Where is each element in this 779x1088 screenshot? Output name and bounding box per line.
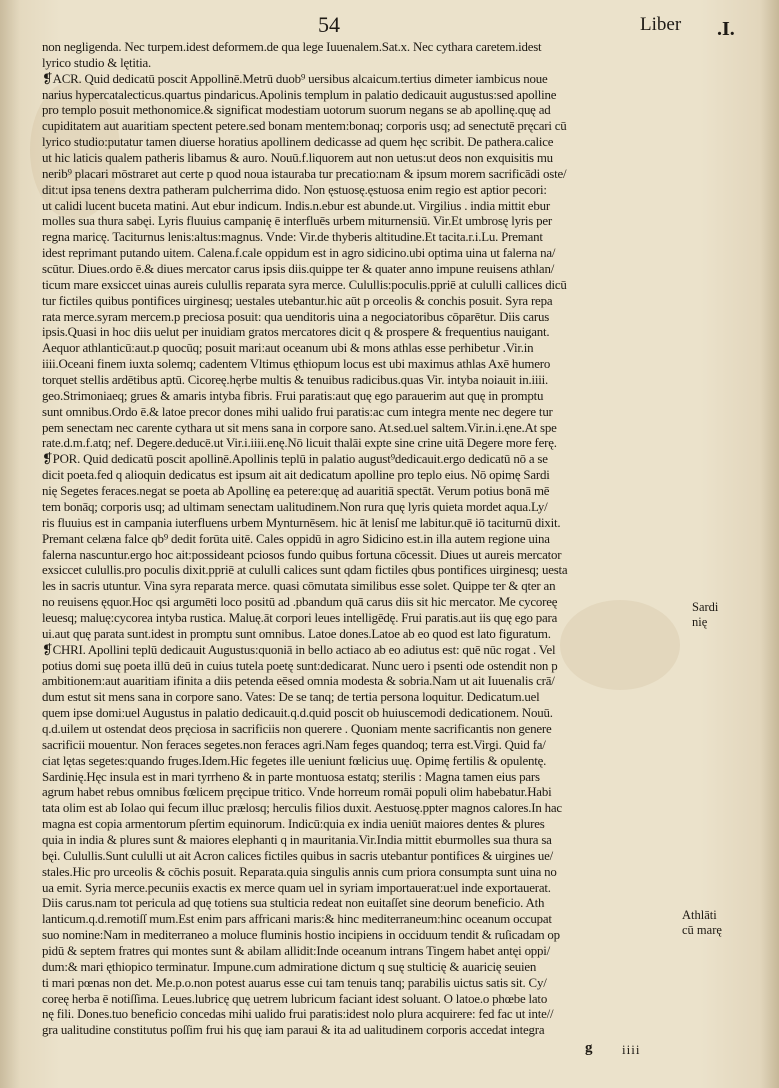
text-line: no reuisens ęquor.Hoc qsi argumēti loco positū ad .pbandum quā carus diis sit hic mercator. Me cycoreę <box>42 595 558 610</box>
margin-note-line: Sardi <box>692 600 719 614</box>
text-line: dit:ut ipsa tenens dextra patheram pulcherrima dido. Non ęstuosę.ęstuosa enim regio est aptior pecori: <box>42 182 547 197</box>
text-line: sunt omnibus.Ordo ē.& latoe precor dones mihi ualido frui paratis:ac cum integra mente nec degere tur <box>42 404 553 419</box>
text-line: nę fili. Dones.tuo beneficio concedas mihi ualido frui paratis:idest nolo plura acquirere: fed fac ut inte// <box>42 1007 554 1022</box>
text-line: ui.aut quę parata sunt.idest in promptu sunt omnibus. Latoe dones.Latoe ab eo quod est lato figuratum. <box>42 626 551 641</box>
text-line: lyrico studio & lętitia. <box>42 55 152 70</box>
text-line: molles sua thura sabęi. Lyris fluuius campanię ē interfluēs urbem miturnensiū. Vir.Et umbrosę lyris per <box>42 214 553 229</box>
text-line: Aequor athlanticū:aut.p quocūq; posuit mari:aut oceanum ubi & mons athlas esse perhibetur .Vir.in <box>42 341 534 356</box>
text-line: ticum mare exsiccet uinas aureis culullis reparata syra merce. Culullis:poculis.ppriē at cululli callices dicū <box>42 277 567 292</box>
text-line: suo nomine:Nam in mediterraneo a moluce fluminis hostio incipiens in occiduum tendit & ruſicadam op <box>42 928 560 943</box>
margin-note-sardiniae <box>692 600 718 630</box>
text-line: potius domi suę poeta illū deū in cuius tutela poetę sunt:dedicarat. Nunc uero i psenti ode ostendit non p <box>42 658 558 673</box>
text-line: rata merce.syram mercem.p preciosa posuit: qua uenditoris uina a negociatoribus cōparētur. Diis carus <box>42 309 550 324</box>
text-line: ciat lętas segetes:quando fruges.Idem.Hic fegetes ille ueniunt fœlicius uuę. Opimę fertilis & opulentę. <box>42 753 547 768</box>
text-line: ❡CHRI. Apollini teplū dedicauit Augustus:quoniā in bello actiaco ab eo adiutus est: quē nūc rogat . Vel <box>42 642 556 657</box>
text-line: dum:& mari ęthiopico terminatur. Impune.cum admiratione dictum q suę stulticię & auaricię seuien <box>42 959 537 974</box>
text-line: leuesq; maluę:cycorea intyba rustica. Maluę.āt corpori leues intelligēdę. Frui paratis.aut iis quę ego para <box>42 610 558 625</box>
margin-note-athlanticum <box>682 908 722 938</box>
text-line: dum estut sit mens sana in corpore sano. Vates: De se tanq; de tertia persona loquitur. Dedicatum.uel <box>42 690 540 705</box>
text-line: quem ipse domi:uel Augustus in palatio dedicauit.q.d.quid poscit ob huiuscemodi dedicationem. Nouū. <box>42 706 553 721</box>
text-line: geo.Strimoniaeq; grues & amaris intyba fibris. Frui paratis:aut quę ego parauerim aut quę in promptu <box>42 388 544 403</box>
text-line: tem bonāq; corporis usq; ad ultimam senectam ualitudinem.Non rura quę lyris quieta mordet aqua.Ly/ <box>42 499 548 514</box>
text-line: lanticum.q.d.remotiſſ mum.Est enim pars affricani maris:& hinc mediterraneum:hinc oceanum occupat <box>42 912 552 927</box>
text-line: Premant celæna falce qb⁹ dedit forūta uitē. Cales oppidū in agro Sidicino est.in illa autem regione uina <box>42 531 550 546</box>
text-line: ut calidi lucent buceta matini. Aut ebur indicum. Indis.n.ebur est abunde.ut. Virgilius . india mittit ebur <box>42 198 550 213</box>
text-line: dicit poeta.fed q alioquin dedicatus est ipsum ait ait dedicatum apolline pro teplo eius. Nō opimę Sardi <box>42 468 550 483</box>
text-line: exsiccet culullis.pro poculis dixit.ppriē at cululli calices sunt qdam fictiles qbus pontifices uirginesq; uesta <box>42 563 568 578</box>
text-line: tata olim est ab Iolao qui fecum illuc prælosq; herculis filios duxit. Aestuosę.ppter magnos calores.In hac <box>42 801 562 816</box>
text-line: ❡ACR. Quid dedicatū poscit Appollinē.Metrū duob⁹ uersibus alcaicum.tertius dimeter iambicus noue <box>42 71 548 86</box>
text-line: ❡POR. Quid dedicatū poscit apollinē.Apollinis teplū in palatio august⁹dedicauit.ergo dedicatū nō a se <box>42 452 548 467</box>
text-line: ti mari pœnas non det. Me.p.o.non potest auarus esse cui tam tenuis tanq; parabilis uictus satis sit. Cy/ <box>42 975 547 990</box>
signature-mark: g <box>585 1040 593 1056</box>
text-line: nerib⁹ placari mōstraret aut certe p quod noua istauraba tur precatio:nam & ipsum morem sacrificādi oste/ <box>42 166 567 181</box>
text-line: pro templo posuit methonomice.& significat modestiam uotorum suorum negans se ab apollinę.quę ad <box>42 103 551 118</box>
page-number: 54 <box>318 12 340 37</box>
text-line: rate.d.m.f.atq; nef. Degere.deducē.ut Vir.i.iiii.enę.Nō licuit thalāi expte sine crine uitā Degere more ferę. <box>42 436 557 451</box>
text-line: stales.Hic pro urceolis & cōchis posuit. Reparata.quia singulis annis cum priora consumpta sunt uina no <box>42 864 557 879</box>
text-line: pem senectam nec carente cythara ut sit mens sana in corpore sano. At.sed.uel saltem.Vir.in.i.ęne.At spe <box>42 420 557 435</box>
text-line: gra ualitudine constitutus poſſim frui his quę iam paraui & ita ad ualitudinem corporis accedat integra <box>42 1023 545 1038</box>
text-line: nię Segetes feraces.negat se poeta ab Apollinę ea petere:quę ad auaritiā spectāt. Verum potius bonā mē <box>42 484 550 499</box>
text-line: pidū & septem fratres qui montes sunt & abilam allidit:Inde oceanum intrans Tingem habet antęi oppi/ <box>42 943 551 958</box>
text-line: ut hic laticis qualem patheris libamus & auro. Nouū.f.liquorem aut non uetus:ut deos non exquisitis mu <box>42 151 553 166</box>
text-line: les in sacris utuntur. Vina syra reparata merce. quasi cōmutata similibus esse solet. Quippe ter & qter an <box>42 579 556 594</box>
text-line: Sardinię.Hęc insula est in mari tyrrheno & in parte montuosa estatq; sterilis : Magna tamen eius pars <box>42 769 540 784</box>
text-line: magna est copia armentorum pſertim equinorum. Indicū:quia ex india ueniūt maiores dentes & plures <box>42 817 545 832</box>
text-line: ambitionem:aut auaritiam ifinita a diis petenda eēsed omnia modesta & sobria.Nam ut ait Iuuenalis crā/ <box>42 674 555 689</box>
text-line: ipsis.Quasi in hoc diis uelut per inuidiam gratos mercatores dicit q & prospere & frequentius nauigant. <box>42 325 550 340</box>
text-line: ris fluuius est in campania iuterfluens urbem Mynturnēsem. hic āt lenisſ me labitur.quē iō taciturnū dixit. <box>42 515 561 530</box>
text-line: idest reprimant putando uitem. Calena.f.cale oppidum est in agro sidicino.ubi optima uina ut falerna na/ <box>42 246 556 261</box>
text-line: scūtur. Diues.ordo ē.& diues mercator carus ipsis diis.quippe ter & quater anno impune reuisens athlan/ <box>42 262 555 277</box>
text-line: q.d.uilem ut ostendat deos pręciosa in sacrificiis non querere . Quoniam mente sacrificantis non genere <box>42 721 552 736</box>
text-line: coreę herba ē notiſſima. Leues.lubricę quę uetrem lubricum faciant idest soluant. O latoe.o phœbe lato <box>42 991 548 1006</box>
text-line: torquet stellis ardētibus aptū. Cicoreę.hęrbe multis & tenuibus radicibus.quas Vir. intyba noiauit in.iiii. <box>42 373 549 388</box>
signature-leaf: iiii <box>622 1042 641 1057</box>
margin-note-line: Athlāti <box>682 908 717 922</box>
text-line: falerna nascuntur.ergo hoc ait:possideant pciosos fundo quibus fortuna cōcessit. Diues ut aureis mercator <box>42 547 562 562</box>
text-line: regna maricę. Taciturnus lenis:altus:magnus. Vnde: Vir.de thyberis altitudine.Et tacita.r.i.Lu. Premant <box>42 230 543 245</box>
text-line: tur fictiles quibus pontifices uirginesq; uestales utebantur.hic aūt p orceolis & conchis posuit. Syra repa <box>42 293 553 308</box>
text-line: Diis carus.nam tot pericula ad quę totiens sua stulticia redeat non euitaſſet sine deorum beneficio. Ath <box>42 896 545 911</box>
text-line: iiii.Oceani finem iuxta solemq; cadentem Vltimus ęthiopum locus est ubi maximus athlas Axē humero <box>42 357 551 372</box>
text-line: non negligenda. Nec turpem.idest deformem.de qua lege Iuuenalem.Sat.x. Nec cythara caretem.idest <box>42 40 542 54</box>
margin-note-line: cū marę <box>682 923 722 937</box>
text-line: ua emit. Syria merce.pecuniis exactis ex merce quam uel in syriam importauerat:uel inde exportauerat. <box>42 880 551 895</box>
margin-note-line: nię <box>692 615 708 629</box>
text-line: quia in india & plures sunt & maiores elephanti q in mauritania.Vir.India mittit eburmolles sua thura sa <box>42 832 552 847</box>
text-line: cupiditatem aut auaritiam spectent petere.sed bonam mentem:bonaq; corporis usq; ad senectutē pręcari cū <box>42 119 567 134</box>
text-line: bęi. Culullis.Sunt cululli ut ait Acron calices fictiles quibus in sacris utebantur pontifices & uirgines ue/ <box>42 848 554 863</box>
text-line: narius hypercatalecticus.quartus pindaricus.Apolinis templum in palatio dedicauit augustus:sed apolline <box>42 87 557 102</box>
page-header <box>0 4 779 40</box>
running-title: Liber <box>640 14 682 35</box>
book-number: .I. <box>717 18 735 40</box>
commentary-text <box>42 40 680 1039</box>
text-line: agrum habet rebus omnibus fœlicem pręcipue tritico. Vnde horreum romāi populi olim habebatur.Habi <box>42 785 552 800</box>
text-line: lyrico studio:putatur tamen diuerse horatius apollinem dedicasse ad quem hęc scribit. De pathera.calice <box>42 135 554 150</box>
text-line: sacrificii mouentur. Non feraces segetes.non feraces agri.Nam feges quandoq; terra est.Virgi. Quid fa/ <box>42 737 546 752</box>
